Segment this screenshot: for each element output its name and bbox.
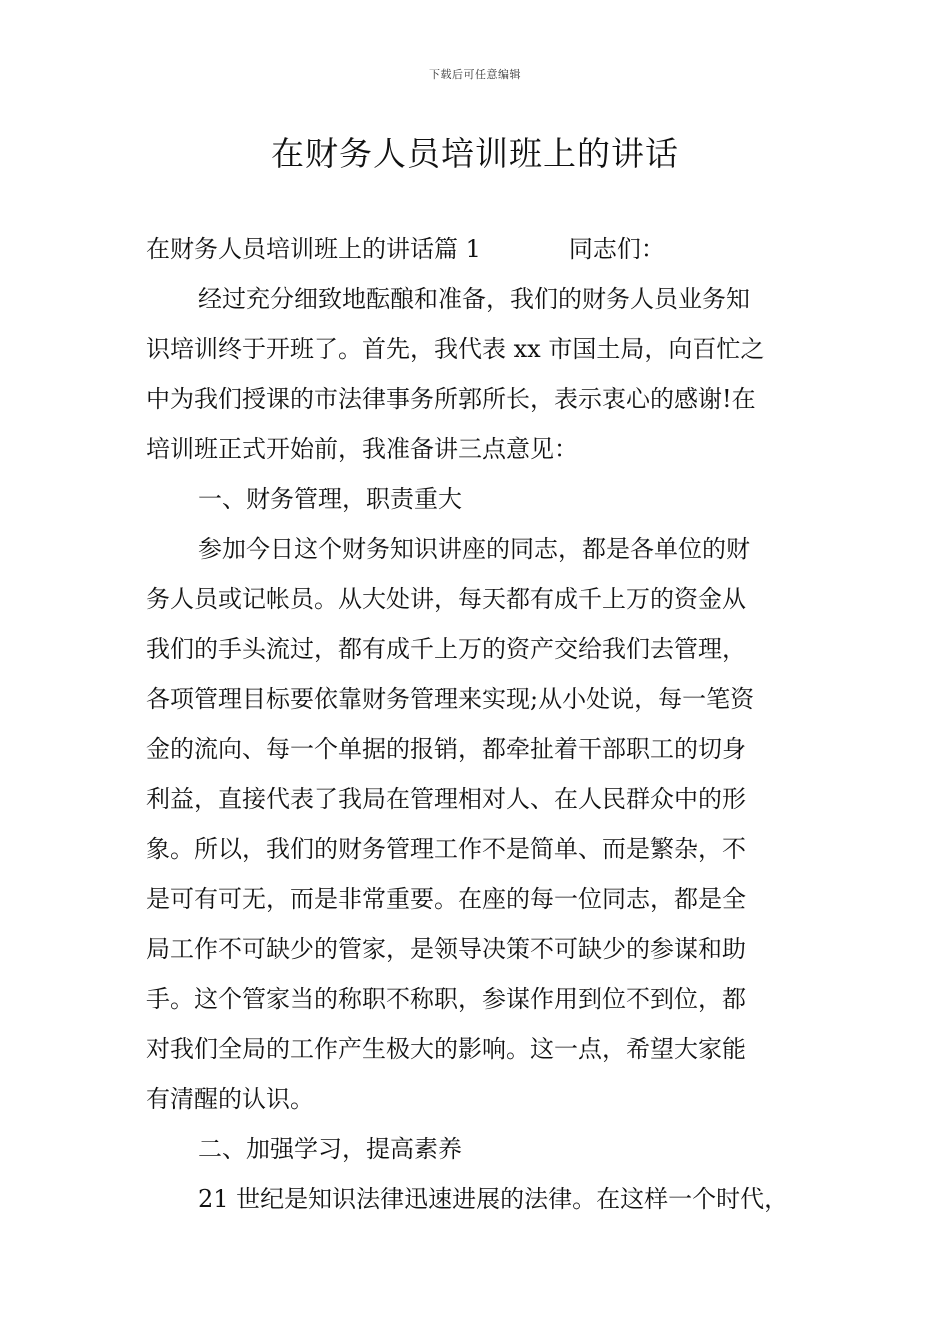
paragraph-line: 利益，直接代表了我局在管理相对人、在人民群众中的形 [146,785,746,813]
paragraph-line: 中为我们授课的市法律事务所郭所长，表示衷心的感谢!在 [146,385,756,413]
paragraph-line: 识培训终于开班了。首先，我代表 xx 市国土局，向百忙之 [146,335,765,363]
paragraph-line: 对我们全局的工作产生极大的影响。这一点，希望大家能 [146,1035,746,1063]
paragraph-line: 经过充分细致地酝酿和准备，我们的财务人员业务知 [198,285,750,313]
paragraph-line: 象。所以，我们的财务管理工作不是简单、而是繁杂，不 [146,835,746,863]
paragraph-line: 培训班正式开始前，我准备讲三点意见： [146,435,578,463]
paragraph-line: 局工作不可缺少的管家，是领导决策不可缺少的参谋和助 [146,935,746,963]
document-title: 在财务人员培训班上的讲话 [271,134,679,173]
paragraph-line: 务人员或记帐员。从大处讲，每天都有成千上万的资金从 [146,585,746,613]
paragraph-line: 是可有可无，而是非常重要。在座的每一位同志，都是全 [146,885,746,913]
paragraph-line: 手。这个管家当的称职不称职，参谋作用到位不到位，都 [146,985,746,1013]
document-body [146,224,806,1224]
paragraph-line: 21 世纪是知识法律迅速进展的法律。在这样一个时代， [198,1185,789,1213]
paragraph-line: 有清醒的认识。 [146,1085,314,1113]
section-heading: 一、财务管理，职责重大 [198,485,462,513]
paragraph-line: 我们的手头流过，都有成千上万的资产交给我们去管理， [146,635,746,663]
salutation-text: 同志们： [568,235,665,263]
subtitle-line [146,224,806,274]
header-note: 下载后可任意编辑 [429,68,521,81]
paragraph-line: 金的流向、每一个单据的报销，都牵扯着干部职工的切身 [146,735,746,763]
paragraph-line: 各项管理目标要依靠财务管理来实现;从小处说，每一笔资 [146,685,755,713]
subtitle-text: 在财务人员培训班上的讲话篇 1 [146,235,481,263]
section-heading: 二、加强学习，提高素养 [198,1135,462,1163]
paragraph-line: 参加今日这个财务知识讲座的同志，都是各单位的财 [198,535,750,563]
